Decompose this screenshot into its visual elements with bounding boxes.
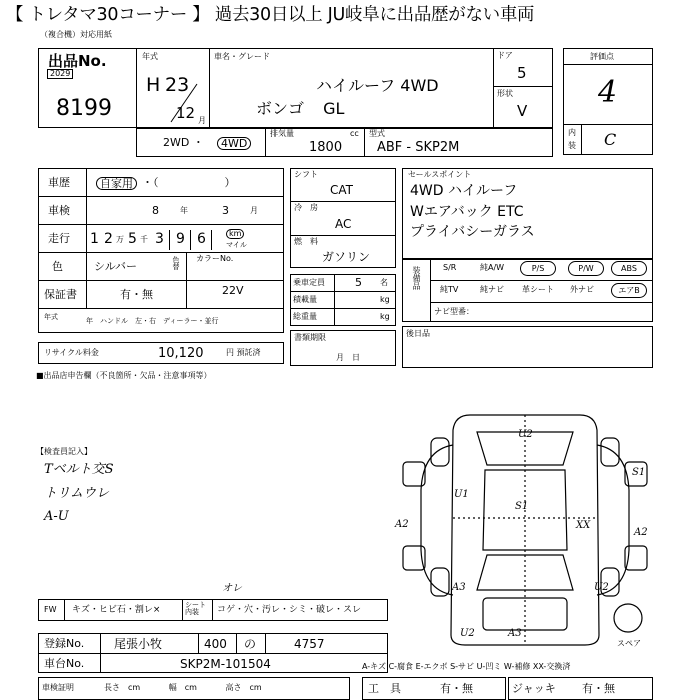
equip-aw: 純A/W bbox=[480, 263, 505, 272]
mileage-digit-4: 3 bbox=[155, 231, 164, 247]
cert-fields: 長さ cm 幅 cm 高さ cm bbox=[104, 683, 262, 692]
km-unit: km bbox=[226, 229, 244, 239]
displacement-label: 排気量 bbox=[270, 129, 294, 138]
spare-label: スペア bbox=[617, 639, 641, 648]
equip-ps: P/S bbox=[520, 261, 556, 276]
recycle-unit: 円 預託済 bbox=[226, 348, 261, 357]
lot-label: 出品No. bbox=[48, 52, 107, 70]
damage-mark-a3-bottom: A3 bbox=[508, 628, 522, 639]
history-rest: ・（ ） bbox=[142, 176, 236, 189]
color-value: シルバー bbox=[94, 260, 137, 273]
fw-label: FW bbox=[44, 605, 57, 614]
inspector-line-3: A-U bbox=[44, 509, 69, 524]
docs-label: 書類期限 bbox=[294, 333, 326, 342]
doors-label: ドア bbox=[497, 51, 513, 60]
jack-value: 有・無 bbox=[582, 682, 615, 695]
damage-mark-u2-bottom: U2 bbox=[460, 628, 475, 639]
capacity-value: 5 bbox=[355, 276, 362, 289]
grade-value: 4 bbox=[598, 75, 618, 110]
inspector-line-2: トリムウレ bbox=[44, 486, 110, 501]
name-line1: ハイルーフ 4WD bbox=[316, 76, 439, 95]
floor-mark: オレ bbox=[222, 583, 242, 594]
interior-value: C bbox=[604, 130, 617, 149]
damage-mark-u2-right: U2 bbox=[594, 582, 609, 593]
sales-line-2: Wエアバック ETC bbox=[410, 204, 524, 220]
damage-legend: A-キズ C-腐食 E-エクボ S-サビ U-凹ミ W-補修 XX-交換済 bbox=[362, 662, 571, 671]
fuel-label: 燃 料 bbox=[294, 237, 318, 246]
repair-items: 年 ハンドル 左・右 ディーラー・並行 bbox=[86, 317, 219, 325]
shaken-year-unit: 年 bbox=[180, 206, 188, 215]
chassis-value: SKP2M-101504 bbox=[180, 657, 271, 671]
load-label: 積載量 bbox=[293, 295, 317, 304]
shape-label: 形状 bbox=[497, 89, 513, 98]
damage-mark-s1-right: S1 bbox=[632, 467, 646, 478]
drive-selected: 4WD bbox=[217, 137, 251, 150]
mileage-digit-3: 5 bbox=[128, 231, 137, 247]
name-line2: ボンゴ GL bbox=[256, 99, 345, 118]
gross-unit: kg bbox=[380, 312, 390, 321]
interior-label2: 装 bbox=[568, 141, 576, 150]
damage-mark-a3-left: A3 bbox=[452, 582, 466, 593]
equip-sr: S/R bbox=[443, 263, 457, 272]
cert-label: 車検証明 bbox=[42, 683, 74, 692]
history-label: 車歴 bbox=[48, 176, 70, 189]
drive-options: 2WD ・ bbox=[163, 136, 204, 149]
color-no-value: 22V bbox=[222, 284, 244, 297]
mileage-sen: 千 bbox=[140, 235, 148, 244]
shift-label: シフト bbox=[294, 170, 318, 179]
mile-unit: マイル bbox=[226, 241, 247, 249]
shift-value: CAT bbox=[330, 183, 353, 197]
doors-value: 5 bbox=[517, 64, 527, 82]
equip-abs: ABS bbox=[611, 261, 647, 276]
floor-items2: コゲ・穴・汚レ・シミ・破レ・スレ bbox=[217, 605, 362, 615]
year-label: 年式 bbox=[142, 52, 158, 61]
reg-kana: の bbox=[244, 637, 257, 651]
recycle-label: リサイクル料金 bbox=[44, 348, 99, 357]
tools-value: 有・無 bbox=[440, 682, 473, 695]
sales-label: セールスポイント bbox=[408, 170, 472, 179]
cc-unit: cc bbox=[350, 129, 359, 138]
seat-label: シート内装 bbox=[185, 601, 206, 616]
mileage-man: 万 bbox=[116, 235, 124, 244]
damage-mark-a2-right: A2 bbox=[634, 527, 648, 538]
color-label: 色 bbox=[52, 260, 63, 273]
inspector-line-1: Tベルト交S bbox=[44, 462, 114, 477]
lot-sub: 2029 bbox=[47, 69, 73, 79]
model-label: 型式 bbox=[369, 129, 385, 138]
shaken-month-unit: 月 bbox=[250, 206, 258, 215]
subheader: （複合機）対応用紙 bbox=[40, 30, 112, 39]
mileage-label: 走行 bbox=[48, 232, 70, 245]
mileage-digit-6: 6 bbox=[197, 231, 206, 247]
damage-mark-s1-center: S1 bbox=[515, 501, 529, 512]
damage-mark-a2-left: A2 bbox=[395, 519, 409, 530]
notes-box bbox=[402, 326, 653, 368]
name-label: 車名・グレード bbox=[214, 52, 270, 61]
inspector-label: 【検査員記入】 bbox=[36, 447, 92, 456]
equip-airbag: エアB bbox=[611, 283, 647, 298]
cooling-label: 冷 房 bbox=[294, 203, 318, 212]
shaken-month: 3 bbox=[222, 204, 229, 217]
damage-mark-u2-top: U2 bbox=[518, 429, 533, 440]
repair-label: 年式 bbox=[44, 313, 58, 321]
jack-label: ジャッキ bbox=[512, 682, 556, 695]
mileage-digit-5: 9 bbox=[176, 231, 185, 247]
history-value: 自家用 bbox=[96, 177, 137, 190]
warranty-label: 保証書 bbox=[44, 288, 77, 301]
month-unit: 月 bbox=[198, 116, 206, 125]
cooling-value: AC bbox=[335, 217, 352, 231]
fuel-value: ガソリン bbox=[322, 250, 371, 264]
tools-label: 工 具 bbox=[368, 682, 401, 695]
reg-label: 登録No. bbox=[44, 637, 85, 650]
damage-mark-u1: U1 bbox=[454, 489, 469, 500]
shape-value: V bbox=[517, 102, 528, 120]
reg-class: 400 bbox=[204, 637, 227, 651]
warranty-value: 有・無 bbox=[120, 288, 153, 301]
equipment-label: 装備品 bbox=[412, 266, 421, 290]
floor-items: キズ・ヒビ石・割レ× bbox=[72, 605, 161, 615]
load-unit: kg bbox=[380, 295, 390, 304]
mileage-digit-2: 2 bbox=[104, 231, 113, 247]
mileage-digit-1: 1 bbox=[90, 231, 99, 247]
gross-label: 総重量 bbox=[293, 312, 317, 321]
chassis-label: 車台No. bbox=[44, 657, 85, 670]
equip-extnavi: 外ナビ bbox=[570, 285, 594, 294]
sales-line-3: プライバシーガラス bbox=[410, 224, 535, 240]
era: H bbox=[146, 74, 161, 96]
equip-pw: P/W bbox=[568, 261, 604, 276]
damage-mark-xx: XX bbox=[576, 520, 591, 531]
model-value: ABF - SKP2M bbox=[377, 140, 460, 155]
shaken-label: 車検 bbox=[48, 204, 70, 217]
capacity-label: 乗車定員 bbox=[293, 278, 325, 287]
reg-num: 4757 bbox=[294, 637, 325, 651]
equip-navi: 純ナビ bbox=[480, 285, 504, 294]
notes-label: 後日品 bbox=[406, 329, 430, 338]
equip-tv: 純TV bbox=[440, 285, 459, 294]
year-value: 23 bbox=[165, 74, 190, 96]
displacement-value: 1800 bbox=[309, 140, 343, 155]
navi-label: ナビ型番： bbox=[434, 307, 474, 316]
lot-number: 8199 bbox=[56, 96, 112, 121]
color-change-label: 色替 bbox=[172, 256, 180, 270]
recycle-value: 10,120 bbox=[158, 346, 204, 361]
capacity-unit: 名 bbox=[380, 278, 388, 287]
interior-label1: 内 bbox=[568, 128, 576, 137]
month-value: 12 bbox=[176, 104, 196, 122]
equip-leather: 革シート bbox=[522, 285, 554, 294]
page-title: 【 トレタマ30コーナー 】 過去30日以上 JU岐阜に出品歴がない車両 bbox=[6, 5, 535, 25]
color-no-label: カラーNo. bbox=[196, 254, 234, 263]
shaken-year: 8 bbox=[152, 204, 159, 217]
reg-area: 尾張小牧 bbox=[114, 637, 163, 651]
sales-line-1: 4WD ハイルーフ bbox=[410, 183, 518, 199]
docs-unit: 月 日 bbox=[336, 353, 360, 362]
grade-label: 評価点 bbox=[590, 52, 614, 61]
seller-notes-label: ■出品店申告欄（不良箇所・欠品・注意事項等） bbox=[36, 371, 212, 380]
